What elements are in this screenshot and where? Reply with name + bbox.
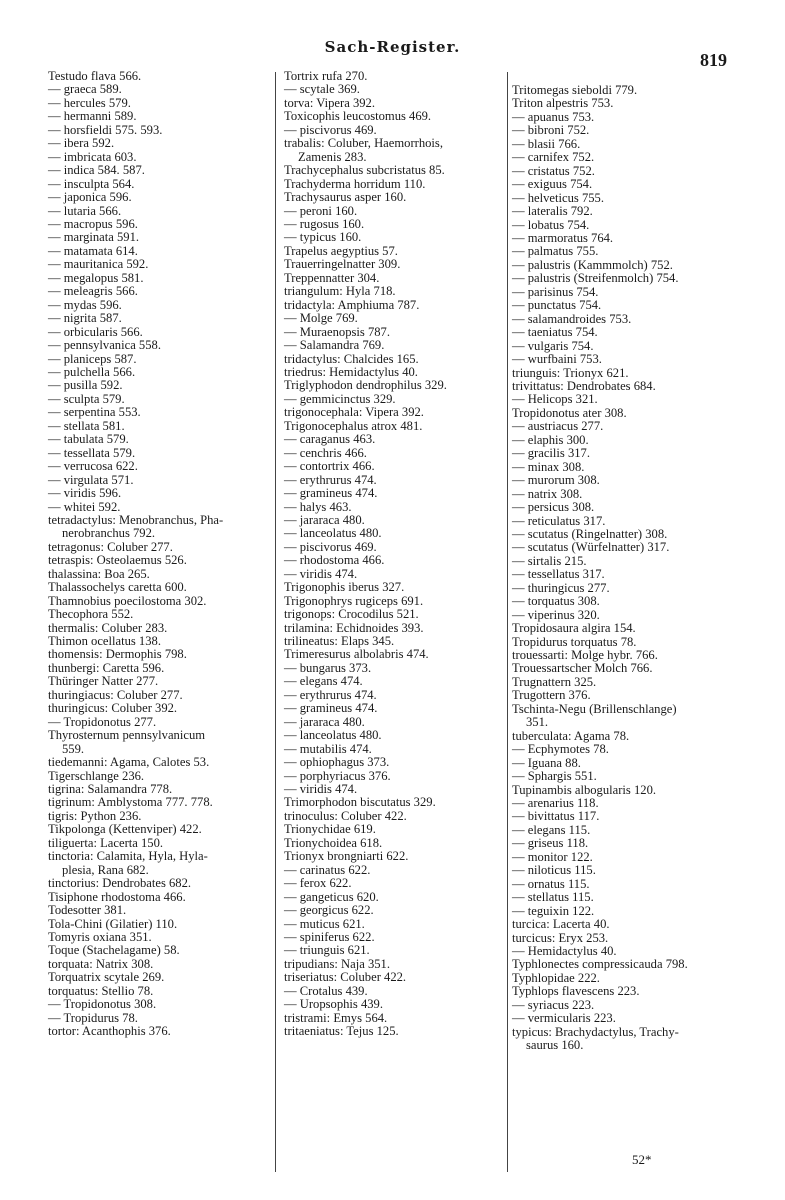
index-entry: — Sphargis 551. — [512, 769, 597, 784]
index-entry: Triton alpestris 753. — [512, 96, 614, 111]
index-entry: — hercules 579. — [48, 95, 131, 110]
index-entry: — macropus 596. — [48, 216, 138, 231]
index-entry: — Muraenopsis 787. — [284, 324, 390, 339]
index-entry: Tupinambis albogularis 120. — [512, 782, 657, 797]
index-entry: — georgicus 622. — [284, 903, 374, 918]
index-entry: — erythrurus 474. — [284, 687, 377, 702]
index-entry: — gangeticus 620. — [284, 889, 379, 904]
index-entry: — Crotalus 439. — [284, 983, 368, 998]
index-entry: — mauritanica 592. — [48, 257, 149, 272]
index-entry: — elaphis 300. — [512, 432, 589, 447]
index-entry: — lanceolatus 480. — [284, 526, 382, 541]
index-entry: tritaeniatus: Tejus 125. — [284, 1024, 399, 1039]
index-entry: Tisiphone rhodostoma 466. — [48, 889, 186, 904]
index-entry: Tropidurus torquatus 78. — [512, 634, 637, 649]
index-entry: — palustris (Streifenmolch) 754. — [512, 271, 679, 286]
index-entry: — graeca 589. — [48, 82, 122, 97]
index-entry: tetragonus: Coluber 277. — [48, 539, 173, 554]
index-entry: Trionychidae 619. — [284, 822, 376, 837]
index-entry: saurus 160. — [526, 1038, 584, 1053]
index-entry: Trigonophis iberus 327. — [284, 580, 405, 595]
index-entry: — lutaria 566. — [48, 203, 122, 218]
index-entry: Torquatrix scytale 269. — [48, 970, 165, 985]
index-entry: — palustris (Kammmolch) 752. — [512, 257, 673, 272]
index-entry: — viridis 474. — [284, 782, 358, 797]
index-entry: Thalassochelys caretta 600. — [48, 580, 187, 595]
index-entry: — helveticus 755. — [512, 190, 604, 205]
index-entry: — ornatus 115. — [512, 876, 590, 891]
index-entry: — matamata 614. — [48, 243, 138, 258]
index-entry: — imbricata 603. — [48, 149, 137, 164]
index-entry: — Molge 769. — [284, 311, 358, 326]
index-entry: — gracilis 317. — [512, 446, 590, 461]
index-entry: Tikpolonga (Kettenviper) 422. — [48, 822, 202, 837]
index-entry: triangulum: Hyla 718. — [284, 284, 396, 299]
index-entry: torva: Vipera 392. — [284, 95, 375, 110]
index-entry: — bivittatus 117. — [512, 809, 600, 824]
index-entry: — persicus 308. — [512, 500, 595, 515]
index-entry: — Tropidonotus 308. — [48, 997, 157, 1012]
index-entry: — serpentina 553. — [48, 405, 141, 420]
index-entry: — syriacus 223. — [512, 997, 595, 1012]
index-entry: — jararaca 480. — [284, 714, 365, 729]
index-entry: — cenchris 466. — [284, 445, 367, 460]
index-entry: Todesotter 381. — [48, 903, 127, 918]
index-entry: torquata: Natrix 308. — [48, 956, 154, 971]
index-entry: — parisinus 754. — [512, 284, 599, 299]
index-entry: — thuringicus 277. — [512, 580, 610, 595]
index-entry: — gemmicinctus 329. — [284, 391, 396, 406]
index-entry: — punctatus 754. — [512, 298, 602, 313]
index-column-3 — [512, 84, 750, 1053]
index-entry: — ferox 622. — [284, 876, 352, 891]
index-entry: — typicus 160. — [284, 230, 362, 245]
index-entry: tiliguerta: Lacerta 150. — [48, 835, 164, 850]
index-entry: — monitor 122. — [512, 849, 593, 864]
index-entry: — vulgaris 754. — [512, 338, 594, 353]
index-entry: — pennsylvanica 558. — [48, 338, 161, 353]
index-entry: — gramineus 474. — [284, 486, 378, 501]
index-entry: — triunguis 621. — [284, 943, 370, 958]
index-entry: Toque (Stachelagame) 58. — [48, 943, 180, 958]
index-entry: trouessarti: Molge hybr. 766. — [512, 648, 658, 663]
index-entry: — Tropidurus 78. — [48, 1010, 138, 1025]
index-entry: Trachycephalus subcristatus 85. — [284, 163, 445, 178]
index-entry: — spiniferus 622. — [284, 930, 375, 944]
index-entry: Thyrosternum pennsylvanicum — [48, 728, 206, 743]
index-entry: Tropidonotus ater 308. — [512, 405, 627, 420]
index-entry: tetradactylus: Menobranchus, Pha- — [48, 512, 224, 527]
index-entry: — Helicops 321. — [512, 392, 598, 407]
index-entry: — virgulata 571. — [48, 472, 134, 487]
index-entry: Trachysaurus asper 160. — [284, 190, 407, 205]
index-entry: tigris: Python 236. — [48, 808, 142, 823]
index-entry: tuberculata: Agama 78. — [512, 728, 630, 743]
index-entry: — caraganus 463. — [284, 432, 376, 447]
index-entry: tiedemanni: Agama, Calotes 53. — [48, 755, 210, 770]
index-entry: thermalis: Coluber 283. — [48, 620, 168, 635]
index-entry: — bungarus 373. — [284, 660, 372, 675]
index-entry: triseriatus: Coluber 422. — [284, 970, 407, 985]
index-entry: tigrinum: Amblystoma 777. 778. — [48, 795, 213, 810]
index-entry: — halys 463. — [284, 499, 352, 514]
index-entry: Tritomegas sieboldi 779. — [512, 83, 638, 97]
index-entry: tortor: Acanthophis 376. — [48, 1024, 171, 1039]
index-entry: Trionychoidea 618. — [284, 835, 383, 850]
index-entry: Thecophora 552. — [48, 607, 134, 622]
index-entry: — minax 308. — [512, 459, 585, 474]
index-entry: Typhlopidae 222. — [512, 970, 600, 985]
index-entry: turcicus: Eryx 253. — [512, 930, 609, 945]
index-entry: — horsfieldi 575. 593. — [48, 122, 163, 137]
index-entry: — peroni 160. — [284, 203, 358, 218]
index-entry: Thüringer Natter 277. — [48, 674, 159, 689]
index-entry: — megalopus 581. — [48, 270, 144, 285]
index-entry: — contortrix 466. — [284, 459, 375, 474]
index-entry: 351. — [526, 715, 549, 730]
index-entry: — indica 584. 587. — [48, 163, 145, 178]
index-entry: — natrix 308. — [512, 486, 583, 501]
index-entry: — niloticus 115. — [512, 863, 596, 878]
index-entry: — porphyriacus 376. — [284, 768, 391, 783]
index-entry: — elegans 474. — [284, 674, 363, 689]
index-entry: — carnifex 752. — [512, 150, 595, 165]
index-entry: Zamenis 283. — [298, 149, 367, 164]
index-entry: thalassina: Boa 265. — [48, 566, 150, 581]
column-divider — [507, 72, 508, 1172]
index-entry: — scutatus (Würfelnatter) 317. — [512, 540, 670, 555]
index-entry: Typhlops flavescens 223. — [512, 984, 640, 999]
index-entry: Trigonocephalus atrox 481. — [284, 418, 423, 433]
index-entry: Tortrix rufa 270. — [284, 69, 368, 83]
index-entry: — Ecphymotes 78. — [512, 742, 609, 757]
index-entry: — torquatus 308. — [512, 594, 600, 609]
index-entry: Thamnobius poecilostoma 302. — [48, 593, 207, 608]
index-entry: trilineatus: Elaps 345. — [284, 634, 395, 649]
index-entry: trigonocephala: Vipera 392. — [284, 405, 424, 420]
index-entry: — tessellatus 317. — [512, 567, 605, 582]
index-entry: — pusilla 592. — [48, 378, 123, 393]
index-entry: tristrami: Emys 564. — [284, 1010, 388, 1025]
index-entry: — blasii 766. — [512, 136, 581, 151]
index-entry: — jararaca 480. — [284, 512, 365, 527]
index-column-1 — [48, 70, 270, 1039]
index-entry: — bibroni 752. — [512, 123, 590, 138]
index-entry: — mutabilis 474. — [284, 741, 372, 756]
column-divider — [275, 72, 276, 1172]
index-entry: Trapelus aegyptius 57. — [284, 243, 398, 258]
index-entry: tinctoria: Calamita, Hyla, Hyla- — [48, 849, 208, 864]
index-entry: — Iguana 88. — [512, 755, 581, 770]
index-entry: Tschinta-Negu (Brillenschlange) — [512, 701, 677, 716]
index-entry: tetraspis: Osteolaemus 526. — [48, 553, 187, 568]
index-entry: — sirtalis 215. — [512, 553, 587, 568]
index-entry: Tropidosaura algira 154. — [512, 621, 636, 636]
index-entry: Trimeresurus albolabris 474. — [284, 647, 429, 662]
index-entry: — murorum 308. — [512, 473, 600, 488]
index-entry: — Uropsophis 439. — [284, 997, 384, 1012]
index-entry: — whitei 592. — [48, 499, 121, 514]
index-entry: typicus: Brachydactylus, Trachy- — [512, 1024, 679, 1039]
index-entry: tigrina: Salamandra 778. — [48, 782, 173, 797]
index-entry: — piscivorus 469. — [284, 539, 377, 554]
index-entry: — ibera 592. — [48, 136, 115, 151]
index-entry: Tomyris oxiana 351. — [48, 930, 152, 944]
index-entry: — marginata 591. — [48, 230, 140, 245]
index-entry: — apuanus 753. — [512, 109, 595, 124]
printer-signature: 52* — [632, 1152, 652, 1167]
index-entry: Trugottern 376. — [512, 688, 591, 703]
index-entry: — stellatus 115. — [512, 890, 594, 905]
index-entry: — teguixin 122. — [512, 903, 595, 918]
index-entry: — viridis 596. — [48, 486, 122, 501]
index-entry: Tola-Chini (Gilatier) 110. — [48, 916, 178, 931]
index-entry: — marmoratus 764. — [512, 230, 614, 245]
page-number: 819 — [700, 50, 727, 70]
index-entry: — hermanni 589. — [48, 109, 137, 124]
index-entry: — insculpta 564. — [48, 176, 135, 191]
index-entry: — rugosus 160. — [284, 216, 365, 231]
index-entry: — palmatus 755. — [512, 244, 599, 259]
index-entry: — scutatus (Ringelnatter) 308. — [512, 526, 668, 541]
index-entry: triunguis: Trionyx 621. — [512, 365, 629, 380]
index-entry: Toxicophis leucostomus 469. — [284, 109, 432, 124]
index-entry: — reticulatus 317. — [512, 513, 606, 528]
index-entry: turcica: Lacerta 40. — [512, 917, 610, 932]
index-entry: — meleagris 566. — [48, 284, 138, 299]
index-column-2 — [284, 70, 506, 1039]
index-entry: Trachyderma horridum 110. — [284, 176, 426, 191]
index-entry: — carinatus 622. — [284, 862, 371, 877]
index-entry: plesia, Rana 682. — [62, 862, 149, 877]
index-entry: — Tropidonotus 277. — [48, 714, 157, 729]
index-entry: — viridis 474. — [284, 566, 358, 581]
index-entry: Triglyphodon dendrophilus 329. — [284, 378, 447, 393]
index-entry: — griseus 118. — [512, 836, 589, 851]
index-entry: tinctorius: Dendrobates 682. — [48, 876, 192, 891]
index-entry: — Hemidactylus 40. — [512, 944, 617, 958]
index-entry: — gramineus 474. — [284, 701, 378, 716]
index-entry: thuringiacus: Coluber 277. — [48, 687, 183, 702]
index-entry: — muticus 621. — [284, 916, 365, 931]
index-entry: Typhlonectes compressicauda 798. — [512, 957, 688, 972]
index-entry: — Salamandra 769. — [284, 338, 385, 353]
index-entry: tripudians: Naja 351. — [284, 956, 390, 971]
index-entry: — elegans 115. — [512, 822, 591, 837]
index-entry: — austriacus 277. — [512, 419, 604, 434]
index-entry: thunbergi: Caretta 596. — [48, 660, 165, 675]
index-entry: — tessellata 579. — [48, 445, 136, 460]
index-entry: — sculpta 579. — [48, 391, 125, 406]
index-entry: — ophiophagus 373. — [284, 755, 390, 770]
index-entry: — wurfbaini 753. — [512, 352, 602, 367]
index-entry: tridactylus: Chalcides 165. — [284, 351, 419, 366]
index-entry: — mydas 596. — [48, 297, 122, 312]
index-entry: trinoculus: Coluber 422. — [284, 808, 407, 823]
index-entry: — exiguus 754. — [512, 177, 593, 192]
index-entry: thuringicus: Coluber 392. — [48, 701, 178, 716]
index-entry: — taeniatus 754. — [512, 325, 598, 340]
index-entry: Trugnattern 325. — [512, 674, 597, 689]
index-entry: — arenarius 118. — [512, 796, 599, 811]
index-entry: — salamandroides 753. — [512, 311, 632, 326]
index-entry: trivittatus: Dendrobates 684. — [512, 378, 656, 393]
index-entry: — japonica 596. — [48, 190, 132, 205]
index-entry: — planiceps 587. — [48, 351, 137, 366]
index-entry: thomensis: Dermophis 798. — [48, 647, 187, 662]
index-entry: Treppennatter 304. — [284, 270, 380, 285]
index-entry: trilamina: Echidnoides 393. — [284, 620, 424, 635]
index-entry: — verrucosa 622. — [48, 459, 138, 474]
index-entry: Trouessartscher Molch 766. — [512, 661, 653, 676]
index-entry: — lateralis 792. — [512, 204, 593, 219]
index-entry: Trimorphodon biscutatus 329. — [284, 795, 436, 810]
index-entry: — erythrurus 474. — [284, 472, 377, 487]
index-entry: Trionyx brongniarti 622. — [284, 849, 409, 864]
index-entry: nerobranchus 792. — [62, 526, 156, 541]
index-entry: — rhodostoma 466. — [284, 553, 385, 568]
index-entry: triedrus: Hemidactylus 40. — [284, 364, 418, 379]
index-entry: — nigrita 587. — [48, 311, 122, 326]
index-entry: torquatus: Stellio 78. — [48, 983, 154, 998]
index-entry: Tigerschlange 236. — [48, 768, 145, 783]
index-entry: — pulchella 566. — [48, 364, 136, 379]
index-entry: — tabulata 579. — [48, 432, 129, 447]
index-entry: — lobatus 754. — [512, 217, 590, 232]
index-entry: trigonops: Crocodilus 521. — [284, 607, 419, 622]
index-entry: — orbicularis 566. — [48, 324, 143, 339]
index-entry: — lanceolatus 480. — [284, 728, 382, 743]
index-entry: — cristatus 752. — [512, 163, 595, 178]
index-entry: 559. — [62, 741, 85, 756]
index-entry: — scytale 369. — [284, 82, 360, 97]
index-entry: trabalis: Coluber, Haemorrhois, — [284, 136, 443, 151]
index-entry: Thimon ocellatus 138. — [48, 634, 161, 649]
index-entry: — piscivorus 469. — [284, 122, 377, 137]
index-entry: — stellata 581. — [48, 418, 125, 433]
index-entry: Trauerringelnatter 309. — [284, 257, 401, 272]
index-entry: — viperinus 320. — [512, 607, 600, 622]
index-entry: — vermicularis 223. — [512, 1011, 616, 1026]
page-header: Sach-Register. — [324, 38, 461, 56]
index-entry: Testudo flava 566. — [48, 69, 142, 83]
index-entry: tridactyla: Amphiuma 787. — [284, 297, 420, 312]
index-entry: Trigonophrys rugiceps 691. — [284, 593, 424, 608]
